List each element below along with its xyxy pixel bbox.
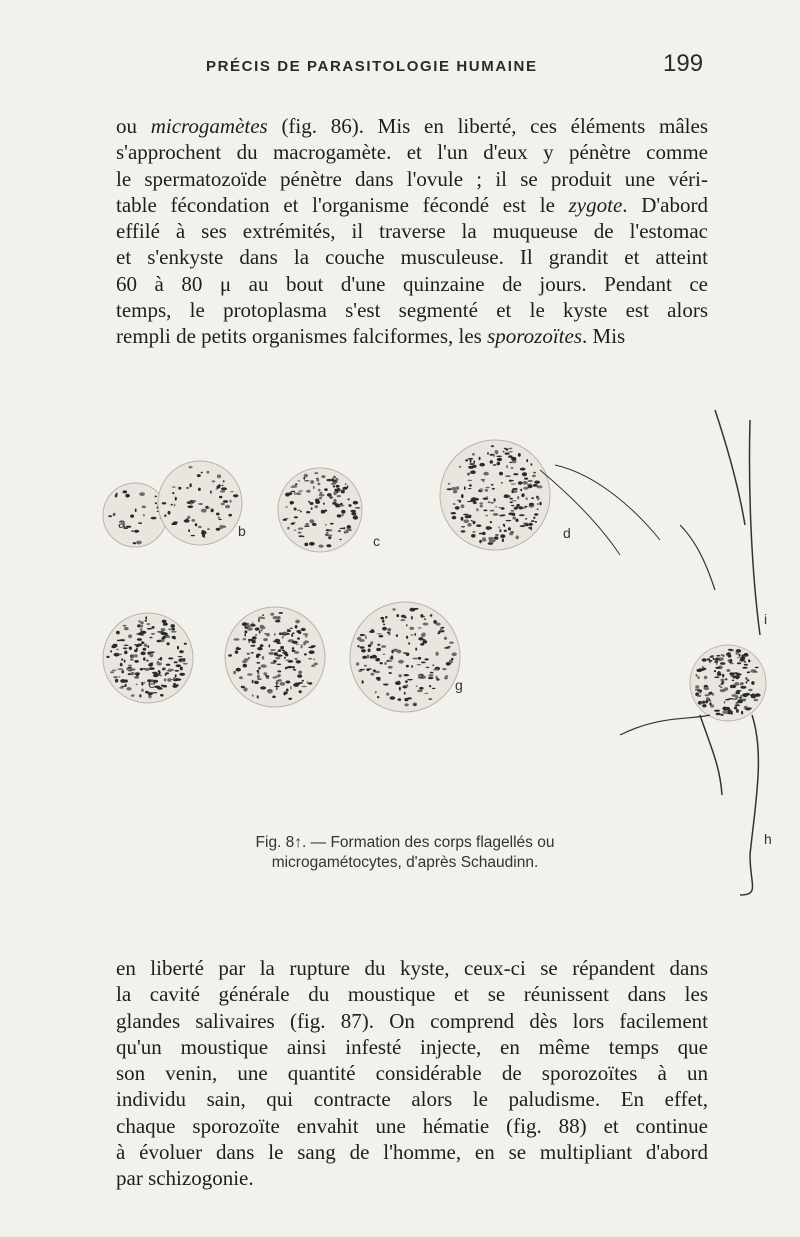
page-number: 199 (663, 50, 704, 77)
flagellum-5 (680, 525, 715, 590)
para2-line-3: glandes salivaires (fig. 87). On comprend dès lors facilement (116, 1008, 708, 1033)
cell-d (440, 440, 550, 550)
para2-line-6: individu sain, qui contracte alors le paludisme. En effet, (116, 1087, 708, 1112)
running-header (0, 50, 800, 82)
caption-line-1: Fig. 8↑. — Formation des corps flagellés ou (255, 834, 555, 851)
figure-label-b: b (238, 523, 246, 539)
flagellum-4 (749, 420, 760, 635)
para1-line-7: 60 à 80 μ au bout d'une quinzaine de jours. Pendant ce (116, 271, 708, 296)
italic-term: microgamètes (150, 114, 268, 138)
para2-line-4: qu'un moustique ainsi infesté injecte, en même temps que (116, 1034, 708, 1059)
figure-label-h: h (764, 831, 772, 847)
para2-line-7: chaque sporozoïte envahit une hématie (fig. 88) et continue (116, 1113, 708, 1138)
cell-c (278, 468, 362, 552)
figure-label-i: i (764, 611, 768, 627)
figure-caption (185, 833, 625, 873)
running-title: PRÉCIS DE PARASITOLOGIE HUMAINE (206, 58, 538, 75)
figure-label-d: d (563, 525, 571, 541)
flagellum-1 (540, 470, 620, 555)
para1-line-4: table fécondation et l'organisme fécondé est le zygote. D'abord (116, 192, 708, 217)
cell-b (158, 461, 242, 545)
figure-drawings (103, 410, 766, 895)
para1-line-2: s'approchent du macrogamète. et l'un d'eux y pénètre comme (116, 140, 708, 165)
figure-label-a: a (118, 515, 126, 531)
figure-86 (100, 375, 780, 920)
figure-label-e: e (148, 675, 156, 691)
italic-term: sporozoïtes (487, 324, 583, 349)
para1-line-3: le spermatozoïde pénètre dans l'ovule ; il se produit une véri- (116, 166, 708, 191)
italic-term: zygote (568, 192, 623, 217)
figure-label-f: f (275, 677, 279, 693)
para1-line-6: et s'enkyste dans la couche musculeuse. Il grandit et atteint (116, 245, 708, 270)
para1-line-8: temps, le protoplasma s'est segmenté et le kyste est alors (116, 298, 708, 323)
para2-line-5: son venin, une quantité considérable de sporozoïtes à un (116, 1061, 708, 1086)
cell-g (350, 602, 460, 712)
para1-line-5: effilé à ses extrémités, il traverse la muqueuse de l'estomac (116, 219, 708, 244)
flagellum-h-2 (740, 715, 758, 895)
para1-line-9: rempli de petits organismes falciformes, les sporozoïtes. Mis (116, 324, 626, 349)
paragraph-top (116, 113, 708, 350)
caption-line-2: microgamétocytes, d'après Schaudinn. (271, 854, 539, 871)
cell-h-body (690, 645, 766, 721)
para2-line-9: par schizogonie. (116, 1166, 254, 1191)
flagellum-3 (715, 410, 745, 525)
figure-label-c: c (373, 533, 380, 549)
cell-a (103, 483, 167, 547)
flagellum-h-1 (700, 715, 722, 795)
para2-line-1: en liberté par la rupture du kyste, ceux-ci se répandent dans (116, 956, 708, 980)
para2-line-2: la cavité générale du moustique et se réunissent dans les (116, 982, 708, 1007)
figure-label-g: g (455, 677, 463, 693)
flagellum-h-3 (620, 715, 710, 735)
paragraph-bottom (116, 955, 708, 1192)
para1-line-1: ou microgamètes (fig. 86). Mis en liberté, ces éléments mâles (116, 114, 708, 138)
para2-line-8: à évoluer dans le sang de l'homme, en se multipliant d'abord (116, 1140, 708, 1165)
